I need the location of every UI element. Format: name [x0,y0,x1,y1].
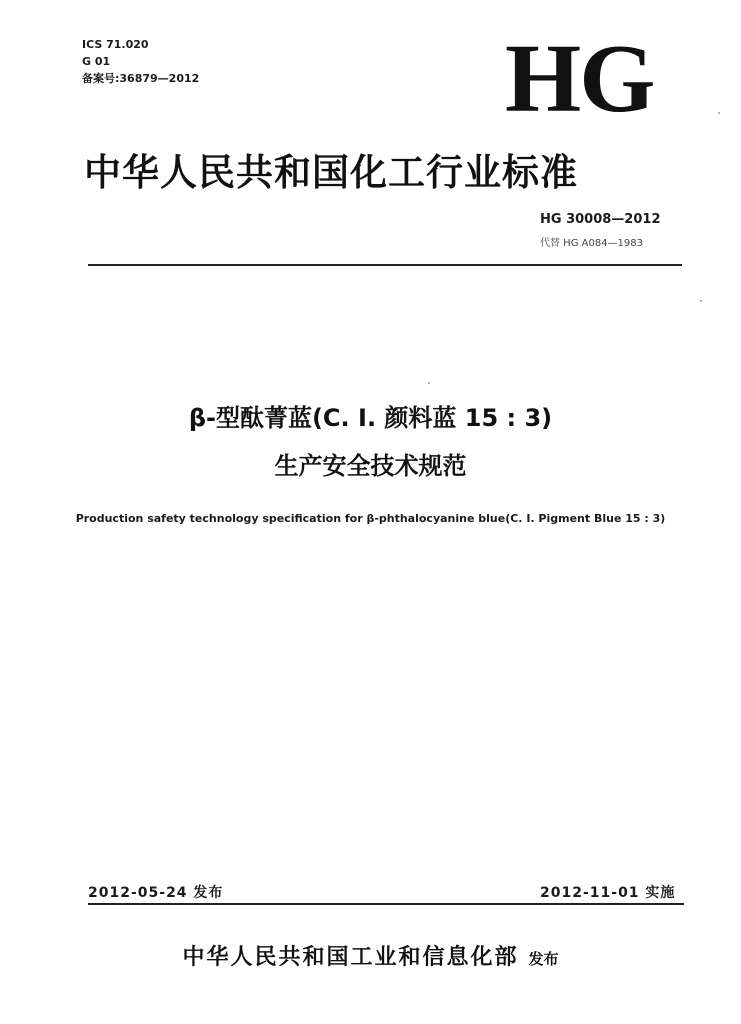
ics-code: ICS 71.020 [82,38,149,51]
document-title-line1: β-型酞菁蓝(C. I. 颜料蓝 15 : 3) [188,404,553,432]
replaces-standard: 代替 HG A084—1983 [540,238,644,249]
issue-date: 2012-05-24 发布 [88,885,224,901]
footer-divider [88,903,684,905]
document-title-line2: 生产安全技术规范 [274,452,467,480]
publisher-name: 中华人民共和国工业和信息化部 [182,945,519,970]
document-title-english: Production safety technology specification for β-phthalocyanine blue(C. I. Pigment Blue 15 : 3) [75,512,666,525]
category-code: G 01 [82,55,111,68]
standard-type-heading: 中华人民共和国化工行业标准 [84,151,578,194]
scan-speck [428,382,430,384]
classification-block [82,36,199,87]
hg-logo: HG [505,25,654,133]
publisher-line [0,940,741,971]
scan-speck [700,300,702,302]
scan-speck [718,112,720,114]
standard-number: HG 30008—2012 [540,212,661,227]
header-divider [88,264,682,266]
publisher-suffix: 发布 [528,950,559,968]
implementation-date: 2012-11-01 实施 [540,885,676,901]
record-number: 备案号:36879—2012 [82,72,200,85]
